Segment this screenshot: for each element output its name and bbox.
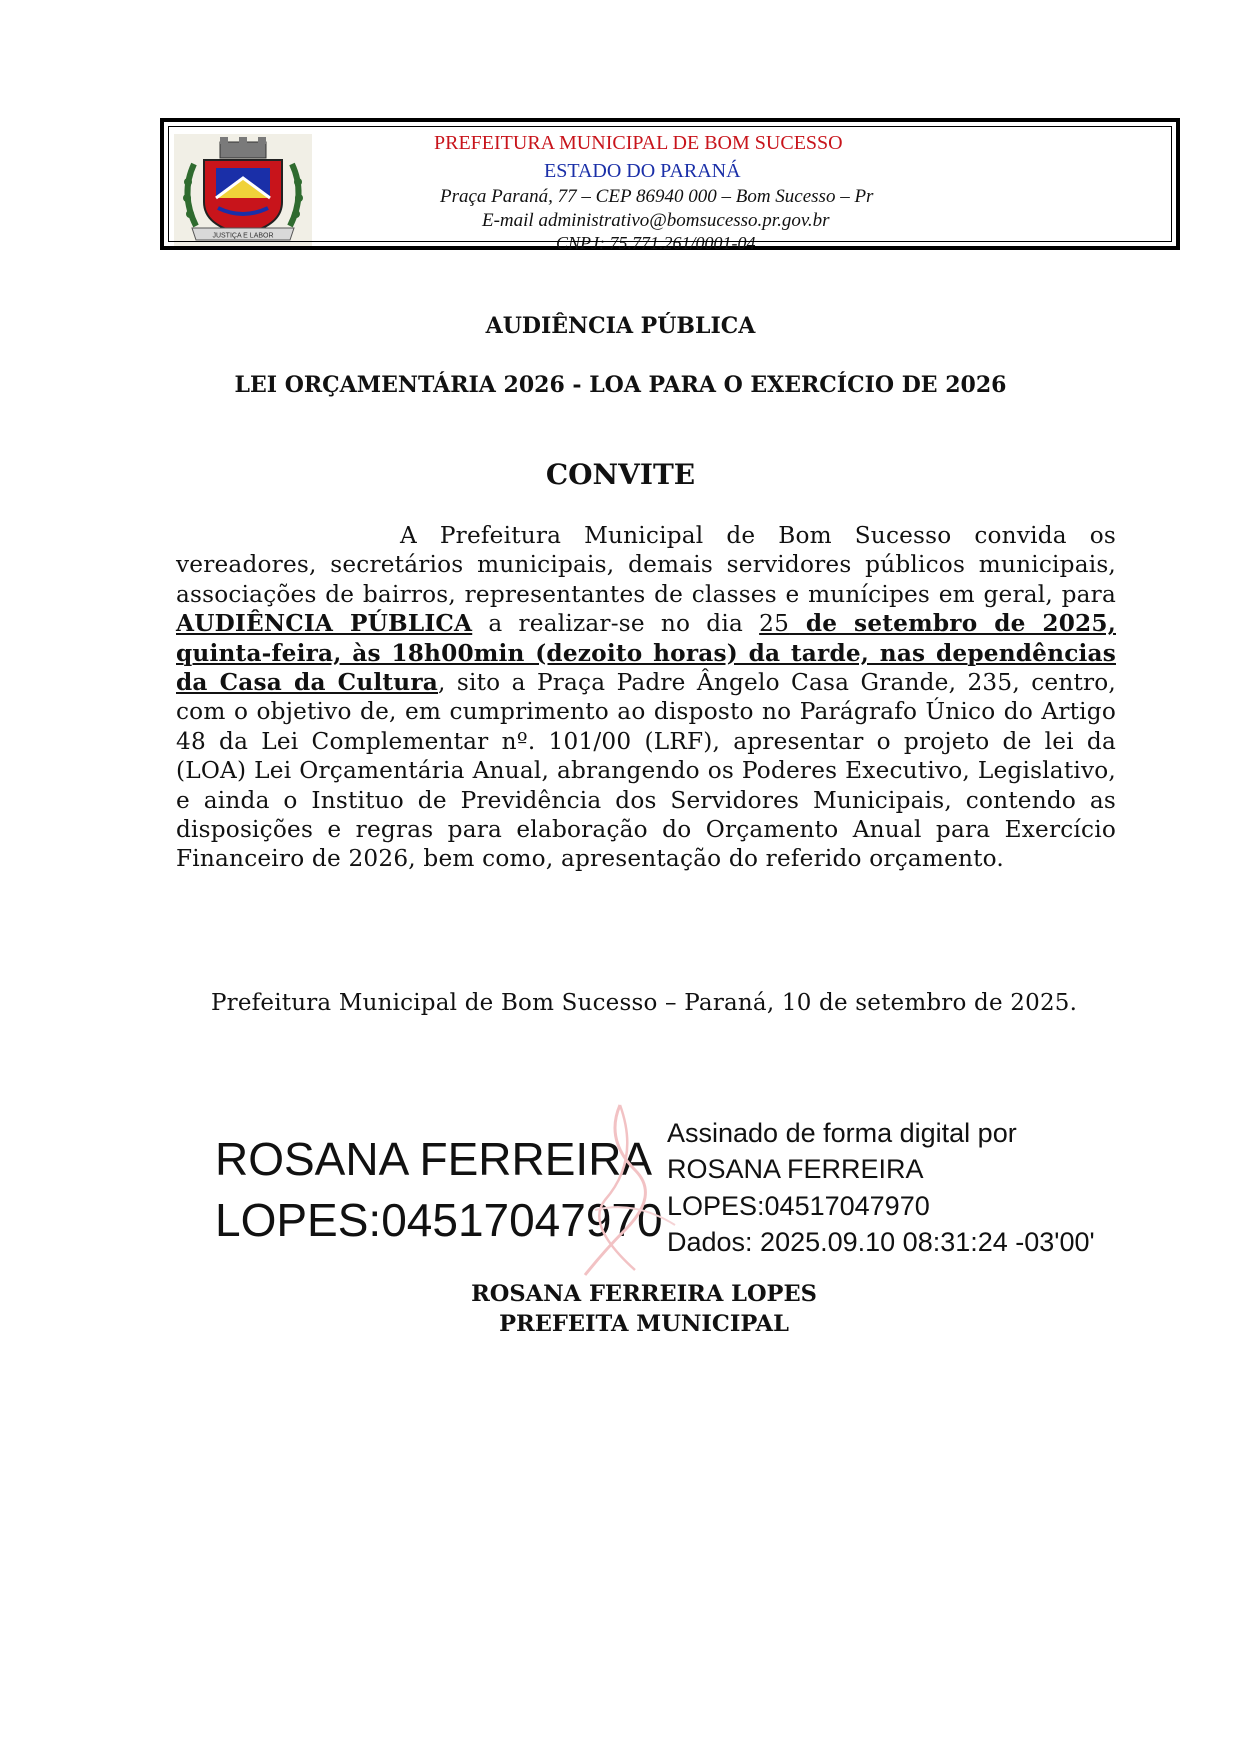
municipality-name: PREFEITURA MUNICIPAL DE BOM SUCESSO xyxy=(434,132,843,154)
email-line: E-mail administrativo@bomsucesso.pr.gov.br xyxy=(482,210,830,231)
cnpj-line: CNPJ: 75.771.261/0001-04 xyxy=(556,233,756,253)
state-name: ESTADO DO PARANÁ xyxy=(544,160,741,182)
signer-name: ROSANA FERREIRA LOPES xyxy=(471,1281,817,1307)
body-date-location: de setembro de 2025, quinta-feira, às 18h00min (dezoito horas) da tarde, nas dependências da Casa da Cultura xyxy=(176,610,1116,697)
signature-name-line-1: ROSANA FERREIRA xyxy=(215,1133,653,1185)
signer-role: PREFEITA MUNICIPAL xyxy=(499,1311,789,1337)
title-public-hearing: AUDIÊNCIA PÚBLICA xyxy=(485,313,756,339)
crest-motto: JUSTIÇA E LABOR xyxy=(212,232,274,240)
signature-info-line-1: Assinado de forma digital por xyxy=(667,1118,1017,1148)
letterhead xyxy=(160,118,1180,253)
title-invitation: CONVITE xyxy=(545,458,696,491)
title-budget-law: LEI ORÇAMENTÁRIA 2026 - LOA PARA O EXERCÍCIO DE 2026 xyxy=(234,372,1007,398)
invitation-paragraph xyxy=(176,521,1116,874)
place-and-date: Prefeitura Municipal de Bom Sucesso – Paraná, 10 de setembro de 2025. xyxy=(211,990,1078,1016)
body-hearing-emphasis: AUDIÊNCIA PÚBLICA xyxy=(176,610,473,638)
signature-info-line-3: LOPES:04517047970 xyxy=(667,1191,930,1221)
body-part-6: , sito a Praça Padre Ângelo Casa Grande, 235, centro, com o objetivo de, em cumprimento ao disposto no Parágrafo Único do Artigo 48 da Lei Complementar nº. 101/00 (LRF), apresentar o projeto de lei da (LOA) Lei Orçamentária Anual, abrangendo os Poderes Executivo, Legislativo, e ainda o Instituo de Previdência dos Servidores Municipais, contendo as disposições e regras para elaboração do Orçamento Anual para Exercício Financeiro de 2026, bem como, apresentação do referido orçamento. xyxy=(176,669,1116,873)
address-line: Praça Paraná, 77 – CEP 86940 000 – Bom Sucesso – Pr xyxy=(440,186,874,207)
signature-info-line-2: ROSANA FERREIRA xyxy=(667,1154,924,1184)
municipal-crest-logo xyxy=(174,134,312,246)
body-part-3: a realizar-se no dia xyxy=(472,610,760,638)
body-part-1: A Prefeitura Municipal de Bom Sucesso convida os vereadores, secretários municipais, demais servidores públicos municipais, associações de bairros, representantes de classes e munícipes em geral, para xyxy=(176,522,1116,608)
signature-info-date: Dados: 2025.09.10 08:31:24 -03'00' xyxy=(667,1227,1095,1257)
body-day: 25 xyxy=(759,610,790,638)
signature-name-line-2: LOPES:04517047970 xyxy=(215,1194,663,1246)
